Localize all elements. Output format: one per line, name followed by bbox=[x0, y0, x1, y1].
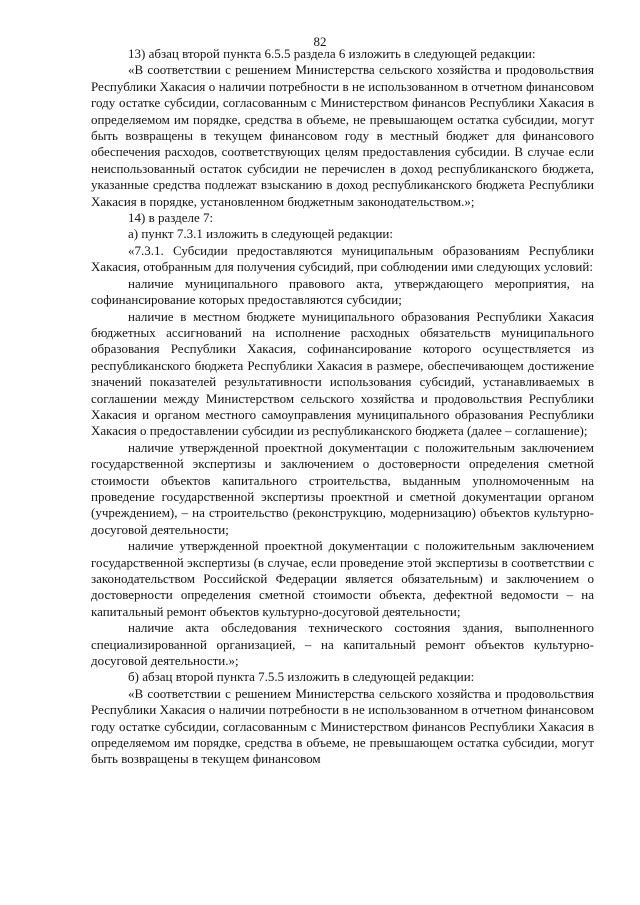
paragraph-condition-construction-docs: наличие утвержденной проектной документации с положительным заключением государственной экспертизы и заключением о достоверности определения сметной стоимости объектов капитального строительства, выданным уполномоченным на проведение государственной экспертизы проектной и сметной документации органом (учреждением), – на строительство (реконструкцию, модернизацию) объектов культурно-досуговой деятельности; bbox=[91, 439, 594, 537]
document-body bbox=[91, 46, 594, 768]
paragraph-condition-inspection-act: наличие акта обследования технического состояния здания, выполненного специализированной организацией, – на капитальный ремонт объектов культурно-досуговой деятельности.»; bbox=[91, 620, 594, 669]
paragraph-quote-7-3-1: «7.3.1. Субсидии предоставляются муниципальным образованиям Республики Хакасия, отобранным для получения субсидий, при соблюдении ими следующих условий: bbox=[91, 242, 594, 275]
paragraph-condition-budget: наличие в местном бюджете муниципального образования Республики Хакасия бюджетных ассигнований на исполнение расходных обязательств муниципального образования Республики Хакасия, софинансирование которого осуществляется из республиканского бюджета Республики Хакасия в размере, обеспечивающем достижение значений показателей результативности использования субсидий, устанавливаемых в соглашении между Министерством сельского хозяйства и продовольствия Республики Хакасия и органом местного самоуправления муниципального образования Республики Хакасия о предоставлении субсидии из республиканского бюджета (далее – соглашение); bbox=[91, 308, 594, 439]
page-number: 82 bbox=[313, 34, 327, 49]
paragraph-subitem-a: а) пункт 7.3.1 изложить в следующей редакции: bbox=[128, 226, 393, 242]
paragraph-item-13-heading: 13) абзац второй пункта 6.5.5 раздела 6 изложить в следующей редакции: bbox=[128, 46, 536, 61]
paragraph-item-14-heading: 14) в разделе 7: bbox=[128, 210, 214, 226]
paragraph-subitem-b: б) абзац второй пункта 7.5.5 изложить в следующей редакции: bbox=[128, 669, 475, 685]
paragraph-quote-7-5-5: «В соответствии с решением Министерства сельского хозяйства и продовольствия Республики Хакасия о наличии потребности в не использованном в отчетном финансовом году остатке субсидии, согласованным с Министерством финансов Республики Хакасия в определяемом им порядке, средства в объеме, не превышающем остатка субсидии, могут быть возвращены в текущем финансовом bbox=[91, 685, 594, 767]
paragraph-condition-repair-docs: наличие утвержденной проектной документации с положительным заключением государственной экспертизы (в случае, если проведение этой экспертизы в соответствии с законодательством Российской Федерации является обязательным) и заключением о достоверности определения сметной стоимости объекта, дефектной ведомости – на капитальный ремонт объектов культурно-досуговой деятельности; bbox=[91, 538, 594, 619]
paragraph-condition-legal-act: наличие муниципального правового акта, утверждающего мероприятия, на софинансирование которых предоставляются субсидии; bbox=[91, 275, 594, 308]
paragraph-quote-6-5-5: «В соответствии с решением Министерства сельского хозяйства и продовольствия Республики Хакасия о наличии потребности в не использованном в отчетном финансовом году остатке субсидии, согласованным с Министерством финансов Республики Хакасия в определяемом им порядке, средства в объеме, не превышающем остатка субсидии, могут быть возвращены в текущем финансовом году в местный бюджет для финансового обеспечения расходов, соответствующих целям предоставления субсидии. В случае если неиспользованный остаток субсидии не перечислен в доход республиканского бюджета, указанные средства подлежат взысканию в доход республиканского бюджета Республики Хакасия в порядке, установленном бюджетным законодательством.»; bbox=[91, 62, 594, 209]
